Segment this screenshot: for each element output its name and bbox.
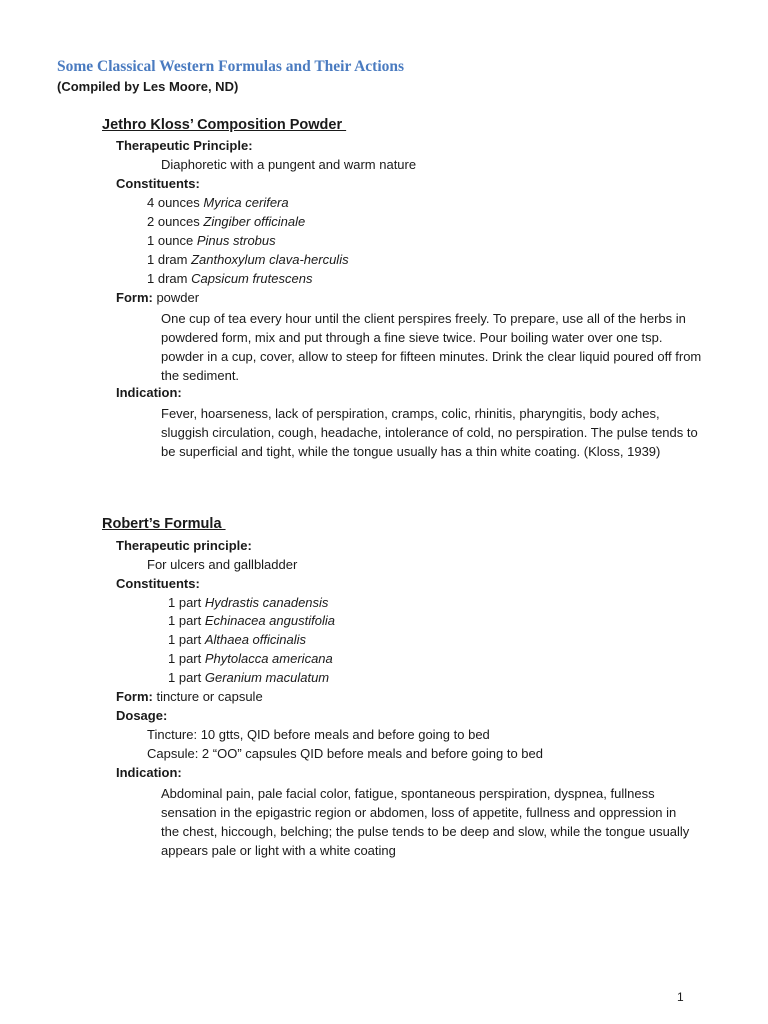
formula2-constituent — [168, 670, 329, 685]
compiled-by: (Compiled by Les Moore, ND) — [57, 79, 239, 94]
formula2-indication: Abdominal pain, pale facial color, fatigue, spontaneous perspiration, dyspnea, fullness sensation in the epigastric region or abdomen, loss of appetite, fullness and oppression in the chest, hiccough, belching; the pulse tends to be deep and slow, while the tongue usually appears pale or light with a white coating — [161, 786, 690, 858]
constituent-herb: Hydrastis canadensis — [204, 595, 329, 610]
constituent-amount: 1 part — [168, 651, 205, 666]
constituent-amount: 1 part — [168, 670, 205, 685]
formula1-constituent — [147, 271, 312, 286]
formula2-constituent — [168, 595, 328, 610]
formula2-constituents-label: Constituents: — [116, 576, 200, 591]
formula2-principle: For ulcers and gallbladder — [147, 557, 298, 572]
constituent-amount: 1 part — [168, 595, 205, 610]
constituent-herb: Myrica cerifera — [203, 195, 289, 210]
form-label: Form: — [116, 290, 153, 305]
constituent-amount: 1 dram — [147, 271, 192, 286]
constituent-amount: 2 ounces — [147, 214, 204, 229]
formula1-constituent — [147, 233, 276, 248]
formula2-indication-label: Indication: — [116, 765, 182, 780]
form-value: tincture or capsule — [152, 689, 263, 704]
constituent-amount: 4 ounces — [147, 195, 204, 210]
page-number: 1 — [677, 990, 684, 1004]
constituent-amount: 1 part — [168, 632, 205, 647]
constituent-amount: 1 dram — [147, 252, 192, 267]
formula2-constituent — [168, 651, 333, 666]
formula1-constituent — [147, 214, 305, 229]
formula1-constituent — [147, 252, 349, 267]
formula2-form — [116, 689, 263, 704]
formula1-form — [116, 290, 199, 305]
constituent-herb: Phytolacca americana — [204, 651, 333, 666]
formula1-principle-label: Therapeutic Principle: — [116, 138, 253, 153]
constituent-herb: Geranium maculatum — [204, 670, 330, 685]
formula2-dosage-capsule: Capsule: 2 “OO” capsules QID before meals and before going to bed — [147, 746, 543, 761]
constituent-herb: Pinus strobus — [196, 233, 276, 248]
formula1-principle: Diaphoretic with a pungent and warm nature — [161, 157, 417, 172]
constituent-herb: Zanthoxylum clava-herculis — [191, 252, 349, 267]
formula1-heading: Jethro Kloss’ Composition Powder — [102, 117, 347, 133]
formula1-indication: Fever, hoarseness, lack of perspiration, cramps, colic, rhinitis, pharyngitis, body aches, sluggish circulation, cough, headache, intolerance of cold, no perspiration. The pulse tends to be superficial and tight, while the tongue usually has a thin white coating. (Kloss, 1939) — [161, 406, 698, 459]
form-value: powder — [152, 290, 200, 305]
constituent-herb: Echinacea angustifolia — [204, 613, 335, 628]
formula2-heading: Robert’s Formula — [102, 516, 226, 532]
form-label: Form: — [116, 689, 153, 704]
constituent-amount: 1 ounce — [147, 233, 197, 248]
constituent-amount: 1 part — [168, 613, 205, 628]
formula2-principle-label: Therapeutic principle: — [116, 538, 252, 553]
formula1-constituent — [147, 195, 289, 210]
formula1-constituents-label: Constituents: — [116, 176, 200, 191]
formula2-constituent — [168, 613, 335, 628]
document-title: Some Classical Western Formulas and Their Actions — [57, 58, 405, 75]
formula2-dosage-tincture: Tincture: 10 gtts, QID before meals and before going to bed — [147, 727, 490, 742]
constituent-herb: Althaea officinalis — [204, 632, 307, 647]
formula2-constituent — [168, 632, 306, 647]
constituent-herb: Zingiber officinale — [203, 214, 306, 229]
formula2-dosage-label: Dosage: — [116, 708, 168, 723]
constituent-herb: Capsicum frutescens — [191, 271, 313, 286]
formula1-preparation: One cup of tea every hour until the client perspires freely. To prepare, use all of the herbs in powdered form, mix and put through a fine sieve twice. Pour boiling water over one tsp. powder in a cup, cover, allow to steep for fifteen minutes. Drink the clear liquid poured off from the sediment. — [161, 311, 702, 383]
formula1-indication-label: Indication: — [116, 385, 182, 400]
